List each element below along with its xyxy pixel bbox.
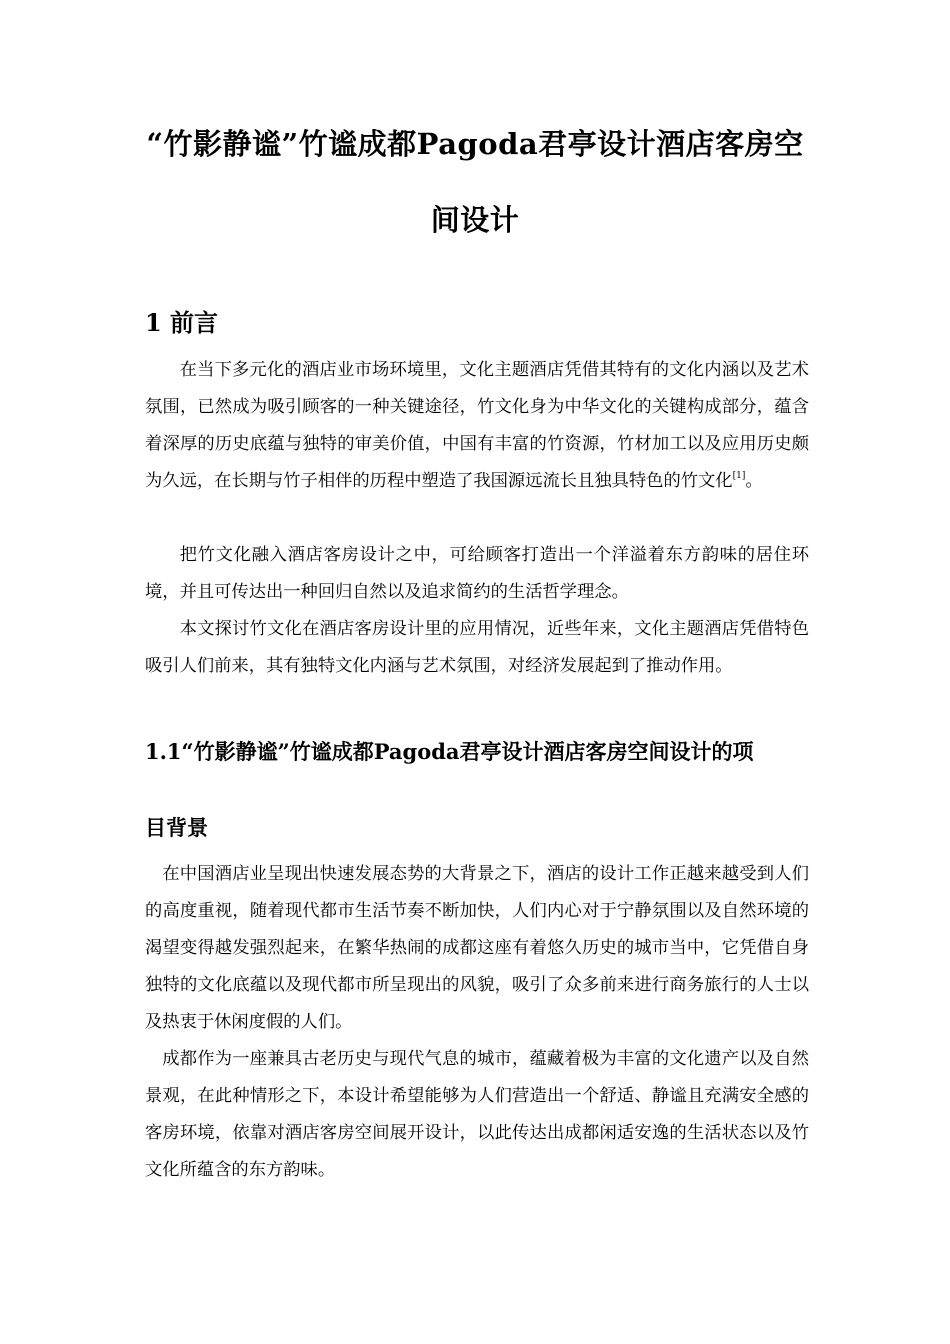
paragraph-preface-2: 把竹文化融入酒店客房设计之中，可给顾客打造出一个洋溢着东方韵味的居住环境，并且可传达出一种回归自然以及追求简约的生活哲学理念。: [145, 545, 809, 602]
paragraph-preface-1-end: 。: [745, 470, 763, 491]
document-title-line-1: “竹影静谧”竹谧成都Pagoda君亭设计酒店客房空: [146, 127, 804, 161]
document-title-line-2: 间设计: [430, 203, 520, 237]
citation-reference-1[interactable]: [1]: [732, 470, 746, 481]
paragraph-background-2: 成都作为一座兼具古老历史与现代气息的城市，蕴藏着极为丰富的文化遗产以及自然景观，在此种情形之下，本设计希望能够为人们营造出一个舒适、静谧且充满安全感的客房环境，依靠对酒店客房空间展开设计，以此传达出成都闲适安逸的生活状态以及竹文化所蕴含的东方韵味。: [145, 1049, 809, 1180]
paragraph-preface-3: 本文探讨竹文化在酒店客房设计里的应用情况，近些年来，文化主题酒店凭借特色吸引人们前来，其有独特文化内涵与艺术氛围，对经济发展起到了推动作用。: [145, 619, 809, 676]
paragraph-background-1: 在中国酒店业呈现出快速发展态势的大背景之下，酒店的设计工作正越来越受到人们的高度重视，随着现代都市生活节奏不断加快，人们内心对于宁静氛围以及自然环境的渴望变得越发强烈起来，在繁华热闹的成都这座有着悠久历史的城市当中，它凭借自身独特的文化底蕴以及现代都市所呈现出的风貌，吸引了众多前来进行商务旅行的人士以及热衷于休闲度假的人们。: [145, 864, 809, 1032]
paragraph-preface-1: [145, 352, 809, 500]
paragraph-preface-1-text: 在当下多元化的酒店业市场环境里，文化主题酒店凭借其特有的文化内涵以及艺术氛围，已然成为吸引顾客的一种关键途径，竹文化身为中华文化的关键构成部分，蕴含着深厚的历史底蕴与独特的审美价值，中国有丰富的竹资源，竹材加工以及应用历史颇为久远，在长期与竹子相伴的历程中塑造了我国源远流长且独具特色的竹文化: [145, 360, 809, 491]
subsection-heading-line-2: 目背景: [145, 815, 208, 840]
subsection-heading-line-1: 1.1“竹影静谧”竹谧成都Pagoda君亭设计酒店客房空间设计的项: [145, 739, 754, 764]
section-heading-preface: 1 前言: [145, 308, 219, 337]
